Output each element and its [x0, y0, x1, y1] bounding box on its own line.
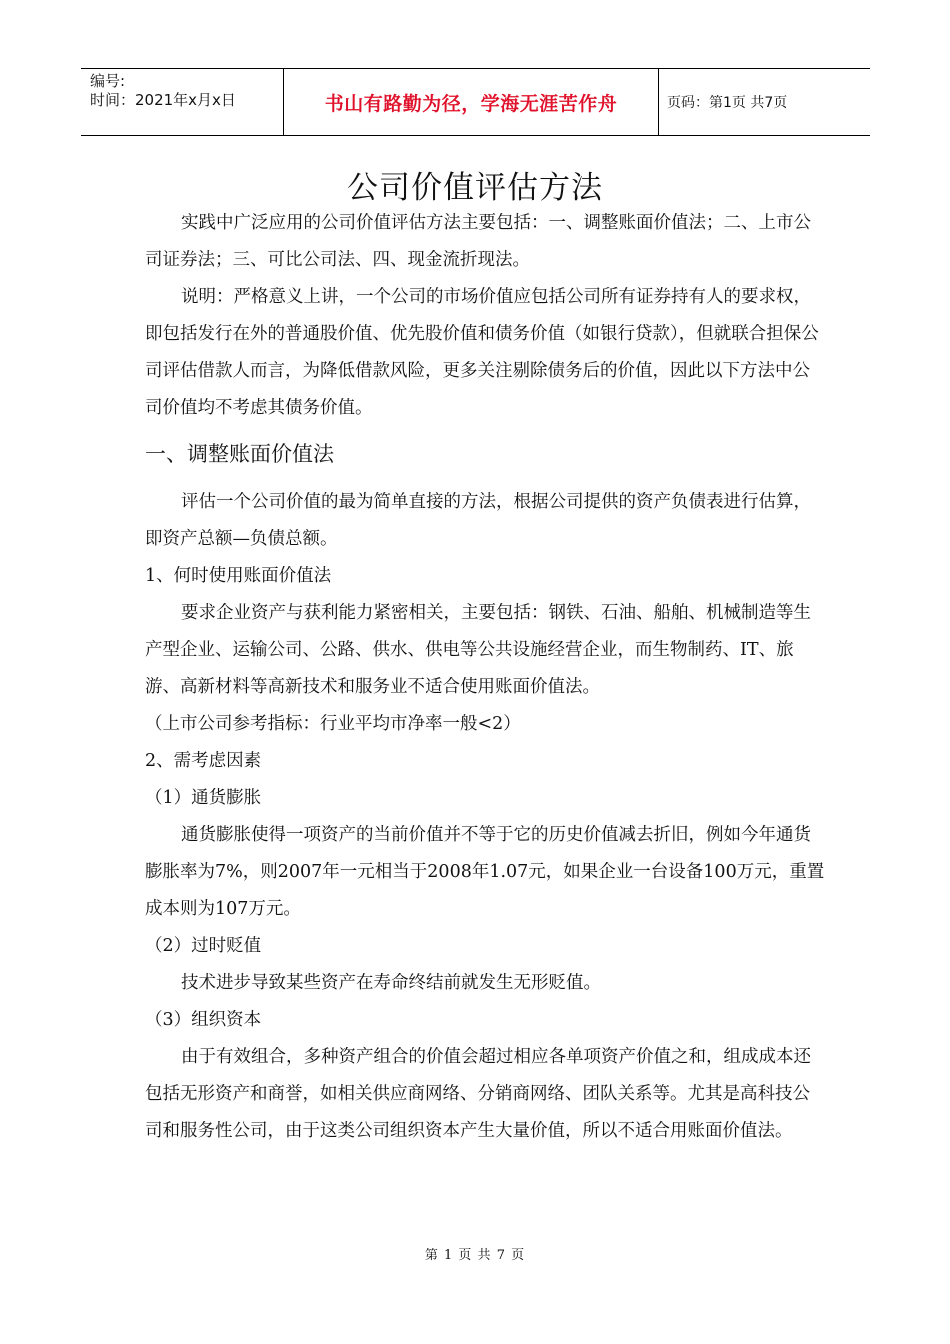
body-paragraph: 要求企业资产与获利能力紧密相关，主要包括：钢铁、石油、船舶、机械制造等生产型企业、运输公司、公路、供水、供电等公共设施经营企业，而生物制药、IT、旅游、高新材料等高新技术和服务业不适合使用账面价值法。 — [145, 603, 811, 697]
item-heading: （1）通货膨胀 — [145, 788, 262, 808]
section-heading: 一、调整账面价值法 — [145, 442, 334, 466]
item-heading: （2）过时贬值 — [145, 936, 262, 956]
page-footer: 第 1 页 共 7 页 — [424, 1248, 526, 1263]
document-title: 公司价值评估方法 — [347, 170, 603, 206]
page-header — [81, 68, 870, 136]
note-paragraph: 说明：严格意义上讲，一个公司的市场价值应包括公司所有证券持有人的要求权，即包括发行在外的普通股价值、优先股价值和债务价值（如银行贷款），但就联合担保公司评估借款人而言，为降低借款风险，更多关注剔除债务后的价值，因此以下方法中公司价值均不考虑其债务价值。 — [145, 287, 819, 418]
document-number-label: 编号: — [90, 72, 126, 90]
body-paragraph: 通货膨胀使得一项资产的当前价值并不等于它的历史价值减去折旧，例如今年通货膨胀率为7%，则2007年一元相当于2008年1.07元，如果企业一台设备100万元，重置成本则为107万元。 — [145, 825, 825, 919]
body-paragraph: 技术进步导致某些资产在寿命终结前就发生无形贬值。 — [181, 973, 601, 993]
body-paragraph: 评估一个公司价值的最为简单直接的方法，根据公司提供的资产负债表进行估算，即资产总额—负债总额。 — [145, 492, 811, 549]
document-body — [145, 205, 825, 1150]
header-page-code: 页码：第1页 共7页 — [667, 95, 788, 111]
subsection-heading: 1、何时使用账面价值法 — [145, 566, 332, 586]
subsection-heading: 2、需考虑因素 — [145, 751, 262, 771]
header-meta — [81, 69, 283, 135]
document-time-label: 时间：2021年x月x日 — [90, 91, 236, 109]
intro-paragraph: 实践中广泛应用的公司价值评估方法主要包括：一、调整账面价值法；二、上市公司证券法；三、可比公司法、四、现金流折现法。 — [145, 213, 811, 270]
body-paragraph: 由于有效组合，多种资产组合的价值会超过相应各单项资产价值之和，组成成本还包括无形资产和商誉，如相关供应商网络、分销商网络、团队关系等。尤其是高科技公司和服务性公司，由于这类公司组织资本产生大量价值，所以不适合用账面价值法。 — [145, 1047, 811, 1141]
reference-note: （上市公司参考指标：行业平均市净率一般<2） — [145, 714, 521, 734]
header-motto: 书山有路勤为径，学海无涯苦作舟 — [283, 69, 659, 135]
item-heading: （3）组织资本 — [145, 1010, 262, 1030]
